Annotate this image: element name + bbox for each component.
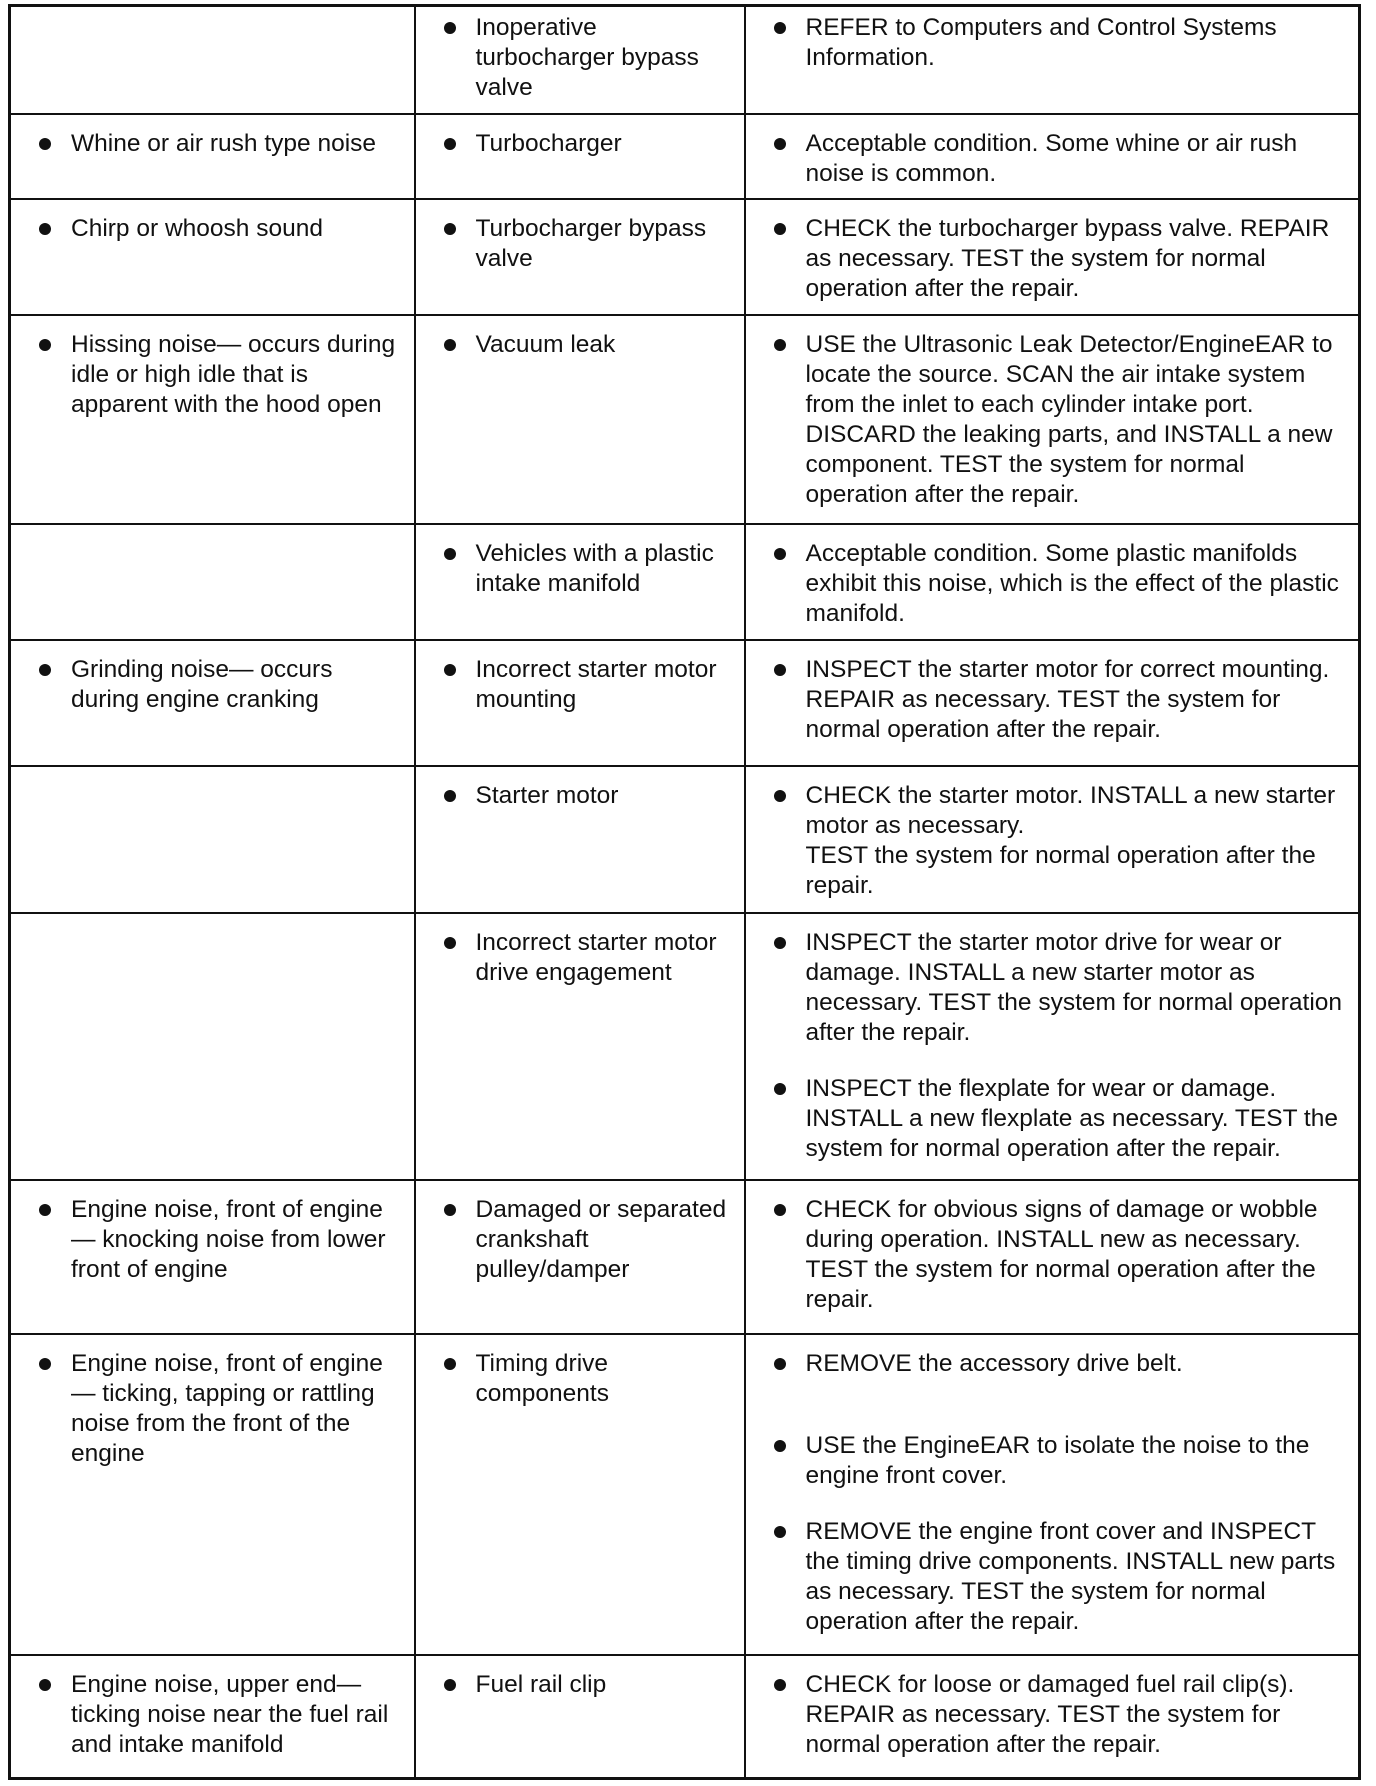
action-text: Acceptable condition. Some plastic manifolds exhibit this noise, which is the effect of the plastic manifold. — [805, 540, 1339, 628]
action-text: Acceptable condition. Some whine or air rush noise is common. — [805, 129, 1298, 187]
table-row — [10, 114, 1360, 199]
bullet-icon — [774, 138, 786, 150]
bullet-icon — [444, 664, 456, 676]
action-cell — [745, 315, 1360, 524]
bullet-icon — [444, 1358, 456, 1370]
condition-cell — [10, 199, 415, 315]
table-row — [10, 315, 1360, 524]
cause-text: Timing drive components — [475, 1349, 609, 1407]
table-row — [10, 640, 1360, 765]
action-text: REMOVE the accessory drive belt. — [805, 1349, 1183, 1377]
bullet-icon — [444, 1679, 456, 1691]
action-line: TEST the system for normal operation after the repair. — [805, 841, 1316, 899]
condition-text: Grinding noise— occurs during engine cranking — [71, 656, 333, 714]
bullet-icon — [774, 223, 786, 235]
cause-text: Damaged or separated crankshaft pulley/damper — [475, 1196, 727, 1284]
bullet-icon — [39, 664, 51, 676]
action-text: CHECK for loose or damaged fuel rail clip(s). REPAIR as necessary. TEST the system for normal operation after the repair. — [805, 1671, 1295, 1759]
table-row — [10, 6, 1360, 114]
bullet-icon — [774, 664, 786, 676]
condition-cell — [10, 524, 415, 640]
cause-cell — [415, 913, 745, 1180]
action-cell — [745, 1180, 1360, 1333]
bullet-icon — [444, 1204, 456, 1216]
cause-cell — [415, 1655, 745, 1778]
bullet-icon — [444, 548, 456, 560]
condition-text: Hissing noise— occurs during idle or high idle that is apparent with the hood open — [71, 330, 396, 418]
condition-text: Engine noise, front of engine— ticking, tapping or rattling noise from the front of the engine — [71, 1349, 383, 1467]
bullet-icon — [444, 339, 456, 351]
condition-cell — [10, 1655, 415, 1778]
bullet-icon — [444, 937, 456, 949]
action-text: INSPECT the flexplate for wear or damage. INSTALL a new flexplate as necessary. TEST the system for normal operation after the repair. — [805, 1074, 1338, 1162]
bullet-icon — [39, 1358, 51, 1370]
cause-cell — [415, 1180, 745, 1333]
cause-text: Vacuum leak — [475, 330, 616, 358]
cause-cell — [415, 640, 745, 765]
bullet-icon — [774, 937, 786, 949]
condition-cell — [10, 114, 415, 199]
bullet-icon — [774, 1358, 786, 1370]
cause-cell — [415, 1334, 745, 1655]
table-row — [10, 199, 1360, 315]
bullet-icon — [444, 22, 456, 34]
bullet-icon — [39, 339, 51, 351]
action-text: CHECK the turbocharger bypass valve. REPAIR as necessary. TEST the system for normal operation after the repair. — [805, 214, 1330, 302]
cause-text: Vehicles with a plastic intake manifold — [475, 540, 714, 598]
bullet-icon — [444, 790, 456, 802]
bullet-icon — [774, 339, 786, 351]
table-row — [10, 524, 1360, 640]
condition-cell — [10, 640, 415, 765]
condition-text: Engine noise, front of engine— knocking noise from lower front of engine — [71, 1196, 386, 1284]
action-cell — [745, 114, 1360, 199]
table-row — [10, 1655, 1360, 1778]
cause-text: Turbocharger bypass valve — [475, 214, 707, 272]
action-line: CHECK the starter motor. INSTALL a new starter motor as necessary. — [805, 781, 1336, 839]
condition-cell — [10, 315, 415, 524]
bullet-icon — [774, 790, 786, 802]
bullet-icon — [774, 1526, 786, 1538]
action-text: INSPECT the starter motor drive for wear or damage. INSTALL a new starter motor as necessary. TEST the system for normal operation after the repair. — [805, 928, 1343, 1046]
condition-text: Whine or air rush type noise — [71, 129, 377, 157]
cause-cell — [415, 114, 745, 199]
diagnosis-table — [8, 4, 1361, 1780]
condition-cell — [10, 913, 415, 1180]
action-cell — [745, 640, 1360, 765]
action-text: USE the EngineEAR to isolate the noise to the engine front cover. — [805, 1431, 1310, 1489]
condition-cell — [10, 1334, 415, 1655]
table-row — [10, 1334, 1360, 1655]
cause-text: Starter motor — [475, 781, 619, 809]
bullet-icon — [774, 22, 786, 34]
cause-text: Inoperative turbocharger bypass valve — [475, 14, 699, 101]
table-row — [10, 913, 1360, 1180]
cause-cell — [415, 766, 745, 913]
bullet-icon — [774, 1083, 786, 1095]
action-text: REMOVE the engine front cover and INSPECT the timing drive components. INSTALL new parts as necessary. TEST the system for normal operation after the repair. — [805, 1517, 1336, 1635]
action-text: REFER to Computers and Control Systems Information. — [805, 14, 1277, 71]
action-text: USE the Ultrasonic Leak Detector/EngineEAR to locate the source. SCAN the air intake system from the inlet to each cylinder intake port. DISCARD the leaking parts, and INSTALL a new component. TEST the system for normal operation after the repair. — [805, 330, 1333, 508]
bullet-icon — [774, 1204, 786, 1216]
cause-text: Incorrect starter motor mounting — [475, 656, 717, 714]
bullet-icon — [774, 1440, 786, 1452]
action-cell — [745, 913, 1360, 1180]
bullet-icon — [774, 1679, 786, 1691]
condition-cell — [10, 6, 415, 114]
action-cell — [745, 6, 1360, 114]
cause-cell — [415, 6, 745, 114]
cause-text: Incorrect starter motor drive engagement — [475, 928, 717, 986]
bullet-icon — [39, 1204, 51, 1216]
condition-cell — [10, 1180, 415, 1333]
table-row — [10, 1180, 1360, 1333]
bullet-icon — [39, 223, 51, 235]
action-text: CHECK for obvious signs of damage or wobble during operation. INSTALL new as necessary. TEST the system for normal operation after the repair. — [805, 1196, 1318, 1314]
bullet-icon — [444, 138, 456, 150]
cause-cell — [415, 199, 745, 315]
table-row — [10, 766, 1360, 913]
action-text — [806, 781, 1351, 901]
action-cell — [745, 524, 1360, 640]
condition-cell — [10, 766, 415, 913]
bullet-icon — [444, 223, 456, 235]
cause-cell — [415, 524, 745, 640]
bullet-icon — [774, 548, 786, 560]
action-text: INSPECT the starter motor for correct mounting. REPAIR as necessary. TEST the system for normal operation after the repair. — [805, 656, 1330, 744]
bullet-icon — [39, 138, 51, 150]
condition-text: Engine noise, upper end— ticking noise near the fuel rail and intake manifold — [71, 1671, 389, 1759]
bullet-icon — [39, 1679, 51, 1691]
action-cell — [745, 1334, 1360, 1655]
condition-text: Chirp or whoosh sound — [71, 214, 323, 242]
action-cell — [745, 766, 1360, 913]
action-cell — [745, 199, 1360, 315]
action-cell — [745, 1655, 1360, 1778]
cause-cell — [415, 315, 745, 524]
cause-text: Turbocharger — [475, 129, 622, 157]
cause-text: Fuel rail clip — [475, 1671, 607, 1699]
